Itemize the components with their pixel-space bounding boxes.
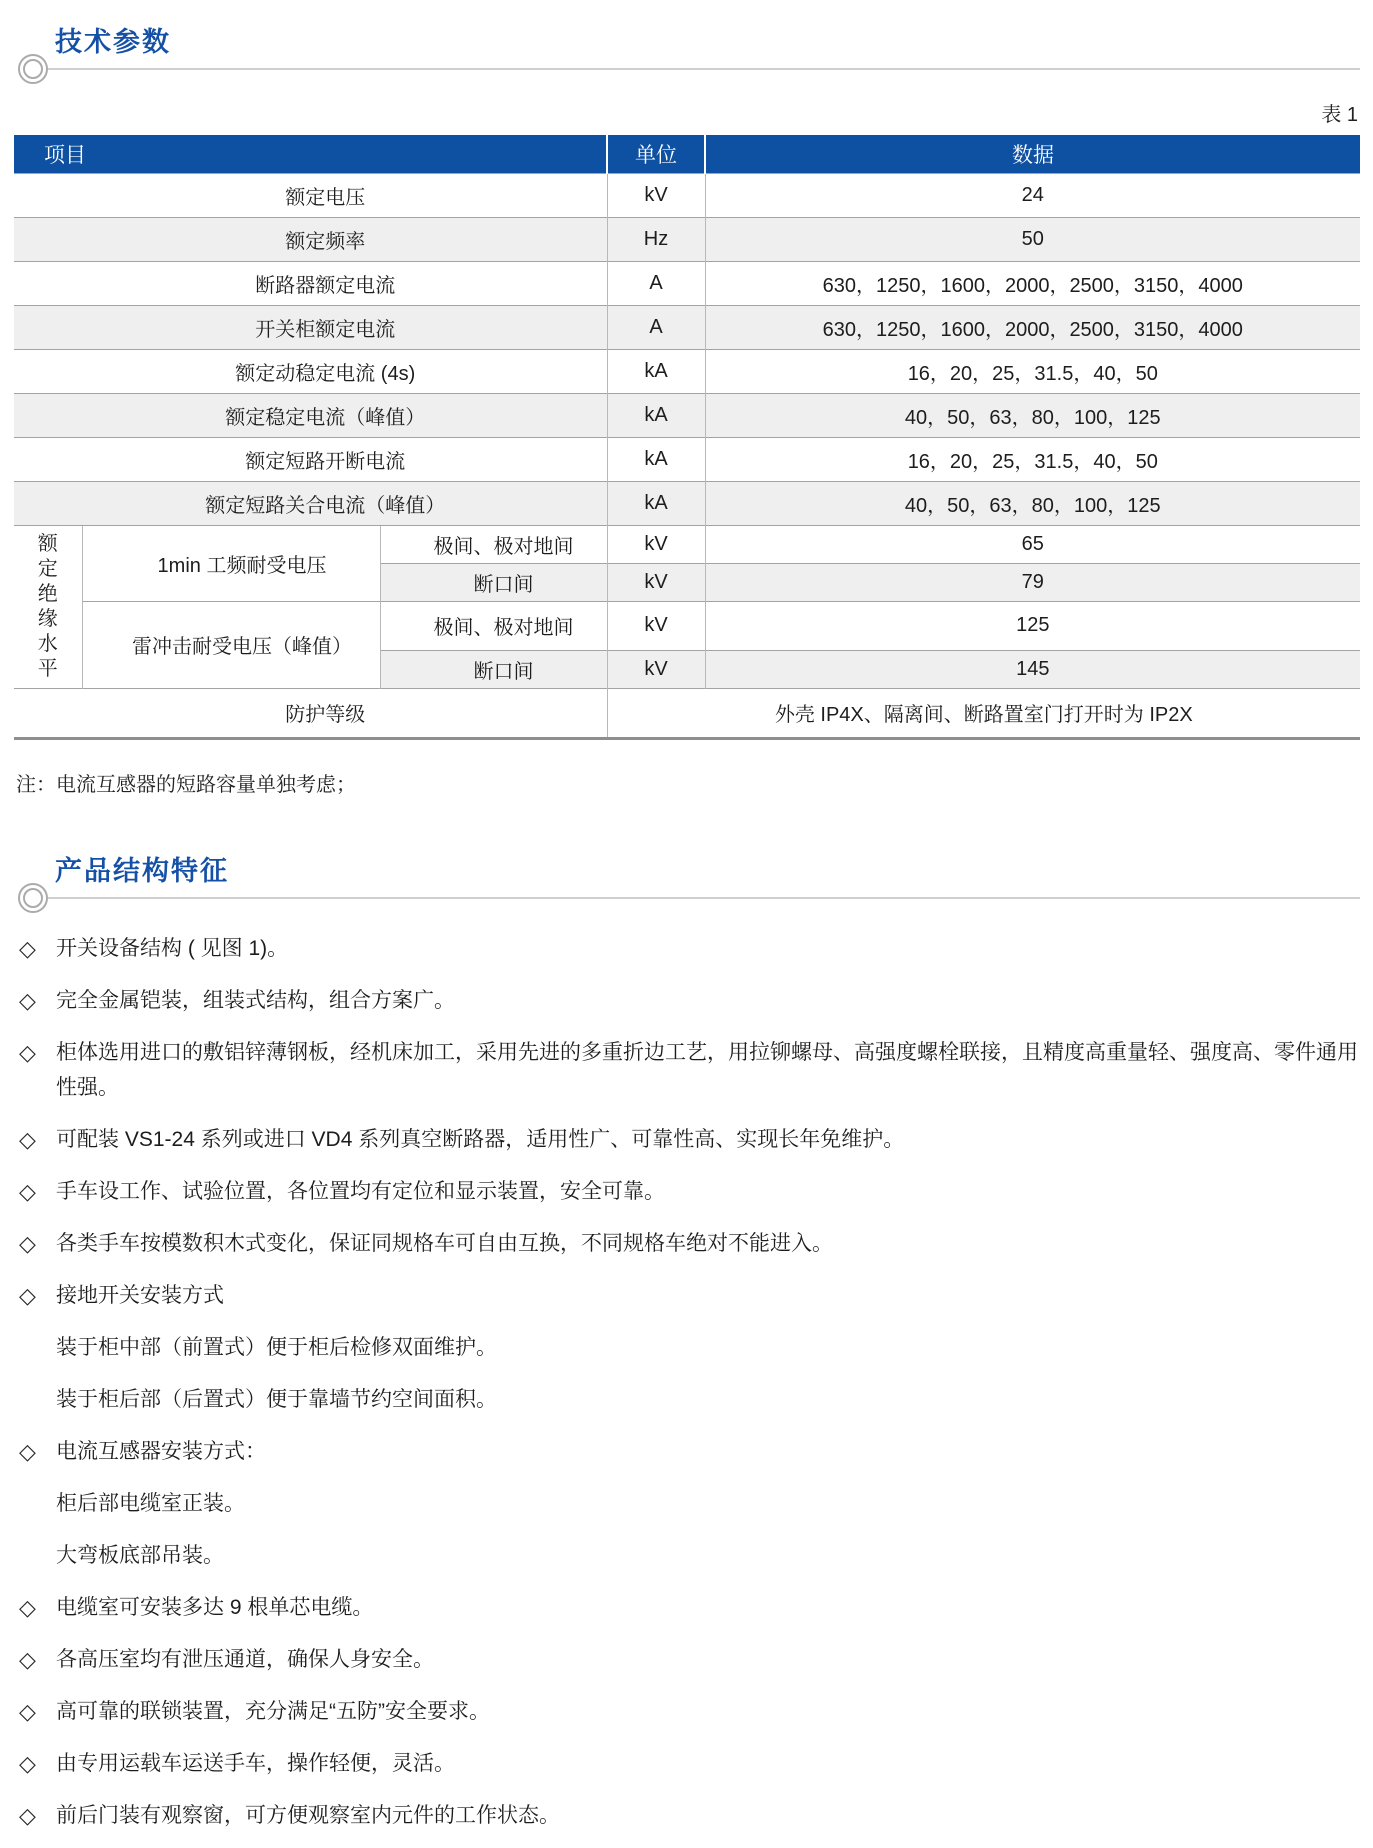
diamond-bullet-icon: ◇ — [19, 1438, 36, 1464]
col-header-data: 数据 — [705, 135, 1360, 173]
list-item-text: 柜体选用进口的敷铝锌薄钢板，经机床加工，采用先进的多重折边工艺，用拉铆螺母、高强度螺栓联接，且精度高重量轻、强度高、零件通用性强。 — [56, 1040, 1358, 1099]
cell-scope: 极间、极对地间 — [380, 601, 607, 650]
circle-decoration-icon — [18, 883, 48, 913]
cell-item: 额定电压 — [14, 173, 607, 217]
cell-data: 125 — [705, 601, 1360, 650]
table-row-insulation — [14, 525, 1360, 563]
section-rule — [18, 54, 1360, 84]
diamond-bullet-icon: ◇ — [19, 987, 36, 1013]
cell-item: 额定频率 — [14, 217, 607, 261]
cell-data: 145 — [705, 650, 1360, 688]
list-item — [14, 1278, 1360, 1313]
cell-item: 额定短路关合电流（峰值） — [14, 481, 607, 525]
list-item-text: 电流互感器安装方式： — [56, 1439, 266, 1463]
list-item-text: 装于柜后部（后置式）便于靠墙节约空间面积。 — [56, 1387, 497, 1411]
list-item — [14, 983, 1360, 1018]
cell-scope: 断口间 — [380, 563, 607, 601]
cell-scope: 极间、极对地间 — [380, 525, 607, 563]
cell-data: 40，50，63，80，100，125 — [705, 393, 1360, 437]
cell-item: 额定稳定电流（峰值） — [14, 393, 607, 437]
cell-unit: kV — [607, 563, 705, 601]
table-row — [14, 437, 1360, 481]
section-title: 技术参数 — [55, 27, 171, 57]
table-row — [14, 481, 1360, 525]
diamond-bullet-icon: ◇ — [19, 1646, 36, 1672]
diamond-bullet-icon: ◇ — [19, 1750, 36, 1776]
cell-item: 额定动稳定电流 (4s) — [14, 349, 607, 393]
diamond-bullet-icon: ◇ — [19, 1178, 36, 1204]
list-item-text: 电缆室可安装多达 9 根单芯电缆。 — [56, 1595, 374, 1619]
list-item — [14, 1798, 1360, 1833]
list-item-text: 柜后部电缆室正装。 — [56, 1491, 245, 1515]
table-row-protection — [14, 688, 1360, 738]
list-subitem — [14, 1538, 1360, 1573]
section-header-tech-params — [14, 26, 1360, 84]
table-row — [14, 261, 1360, 305]
section-rule — [18, 883, 1360, 913]
list-item-text: 手车设工作、试验位置，各位置均有定位和显示装置，安全可靠。 — [56, 1179, 665, 1203]
col-header-item: 项目 — [14, 135, 607, 173]
cell-unit: kV — [607, 173, 705, 217]
table-caption: 表 1 — [1321, 104, 1358, 126]
list-item — [14, 1174, 1360, 1209]
diamond-bullet-icon: ◇ — [19, 1126, 36, 1152]
list-subitem — [14, 1330, 1360, 1365]
list-item — [14, 1035, 1360, 1105]
cell-data: 16，20，25，31.5，40，50 — [705, 437, 1360, 481]
diamond-bullet-icon: ◇ — [19, 1230, 36, 1256]
section-header-structure — [14, 855, 1360, 913]
cell-scope: 断口间 — [380, 650, 607, 688]
list-item — [14, 1746, 1360, 1781]
cell-unit: kA — [607, 393, 705, 437]
cell-group-label: 额定绝缘水平 — [14, 525, 82, 688]
cell-subgroup-name: 1min 工频耐受电压 — [82, 525, 380, 601]
cell-subgroup-name: 雷冲击耐受电压（峰值） — [82, 601, 380, 688]
list-item-text: 大弯板底部吊装。 — [56, 1543, 224, 1567]
cell-data: 79 — [705, 563, 1360, 601]
cell-data: 50 — [705, 217, 1360, 261]
table-note: 注：电流互感器的短路容量单独考虑； — [16, 773, 356, 796]
list-item-text: 完全金属铠装，组装式结构，组合方案广。 — [56, 988, 455, 1012]
feature-list — [14, 931, 1360, 1833]
list-item-text: 由专用运载车运送手车，操作轻便，灵活。 — [56, 1751, 455, 1775]
diamond-bullet-icon: ◇ — [19, 1698, 36, 1724]
spec-table — [14, 135, 1360, 740]
table-row — [14, 173, 1360, 217]
cell-unit: kA — [607, 481, 705, 525]
table-row — [14, 349, 1360, 393]
cell-data: 630，1250，1600，2000，2500，3150，4000 — [705, 305, 1360, 349]
list-item — [14, 1122, 1360, 1157]
cell-unit: kV — [607, 601, 705, 650]
table-header-row — [14, 135, 1360, 173]
cell-unit: A — [607, 261, 705, 305]
list-subitem — [14, 1486, 1360, 1521]
list-item-text: 可配装 VS1-24 系列或进口 VD4 系列真空断路器，适用性广、可靠性高、实现长年免维护。 — [56, 1127, 905, 1151]
horizontal-rule — [48, 68, 1360, 70]
section-title: 产品结构特征 — [55, 855, 229, 886]
cell-unit: kA — [607, 437, 705, 481]
table-row-insulation — [14, 601, 1360, 650]
list-item-text: 高可靠的联锁装置，充分满足“五防”安全要求。 — [56, 1699, 490, 1723]
cell-data: 外壳 IP4X、隔离间、断路置室门打开时为 IP2X — [607, 688, 1360, 738]
list-item-text: 前后门装有观察窗，可方便观察室内元件的工作状态。 — [56, 1803, 560, 1827]
diamond-bullet-icon: ◇ — [19, 935, 36, 961]
diamond-bullet-icon: ◇ — [19, 1802, 36, 1828]
cell-item: 开关柜额定电流 — [14, 305, 607, 349]
cell-data: 24 — [705, 173, 1360, 217]
table-row — [14, 305, 1360, 349]
section-structure-features — [14, 855, 1360, 1833]
col-header-unit: 单位 — [607, 135, 705, 173]
list-subitem — [14, 1382, 1360, 1417]
cell-unit: kV — [607, 525, 705, 563]
list-item-text: 接地开关安装方式 — [56, 1283, 224, 1307]
table-row — [14, 217, 1360, 261]
cell-unit: Hz — [607, 217, 705, 261]
diamond-bullet-icon: ◇ — [19, 1039, 36, 1065]
list-item-text: 各高压室均有泄压通道，确保人身安全。 — [56, 1647, 434, 1671]
list-item-text: 装于柜中部（前置式）便于柜后检修双面维护。 — [56, 1335, 497, 1359]
diamond-bullet-icon: ◇ — [19, 1594, 36, 1620]
cell-item: 断路器额定电流 — [14, 261, 607, 305]
list-item — [14, 931, 1360, 966]
list-item — [14, 1694, 1360, 1729]
list-item — [14, 1434, 1360, 1469]
cell-unit: A — [607, 305, 705, 349]
table-row — [14, 393, 1360, 437]
cell-item: 防护等级 — [14, 688, 607, 738]
cell-unit: kV — [607, 650, 705, 688]
diamond-bullet-icon: ◇ — [19, 1282, 36, 1308]
cell-data: 65 — [705, 525, 1360, 563]
cell-item: 额定短路开断电流 — [14, 437, 607, 481]
horizontal-rule — [48, 897, 1360, 899]
list-item — [14, 1642, 1360, 1677]
list-item — [14, 1590, 1360, 1625]
cell-data: 630，1250，1600，2000，2500，3150，4000 — [705, 261, 1360, 305]
cell-data: 40，50，63，80，100，125 — [705, 481, 1360, 525]
list-item-text: 各类手车按模数积木式变化，保证同规格车可自由互换，不同规格车绝对不能进入。 — [56, 1231, 833, 1255]
cell-data: 16，20，25，31.5，40，50 — [705, 349, 1360, 393]
list-item — [14, 1226, 1360, 1261]
cell-unit: kA — [607, 349, 705, 393]
list-item-text: 开关设备结构 ( 见图 1)。 — [56, 936, 289, 960]
circle-decoration-icon — [18, 54, 48, 84]
